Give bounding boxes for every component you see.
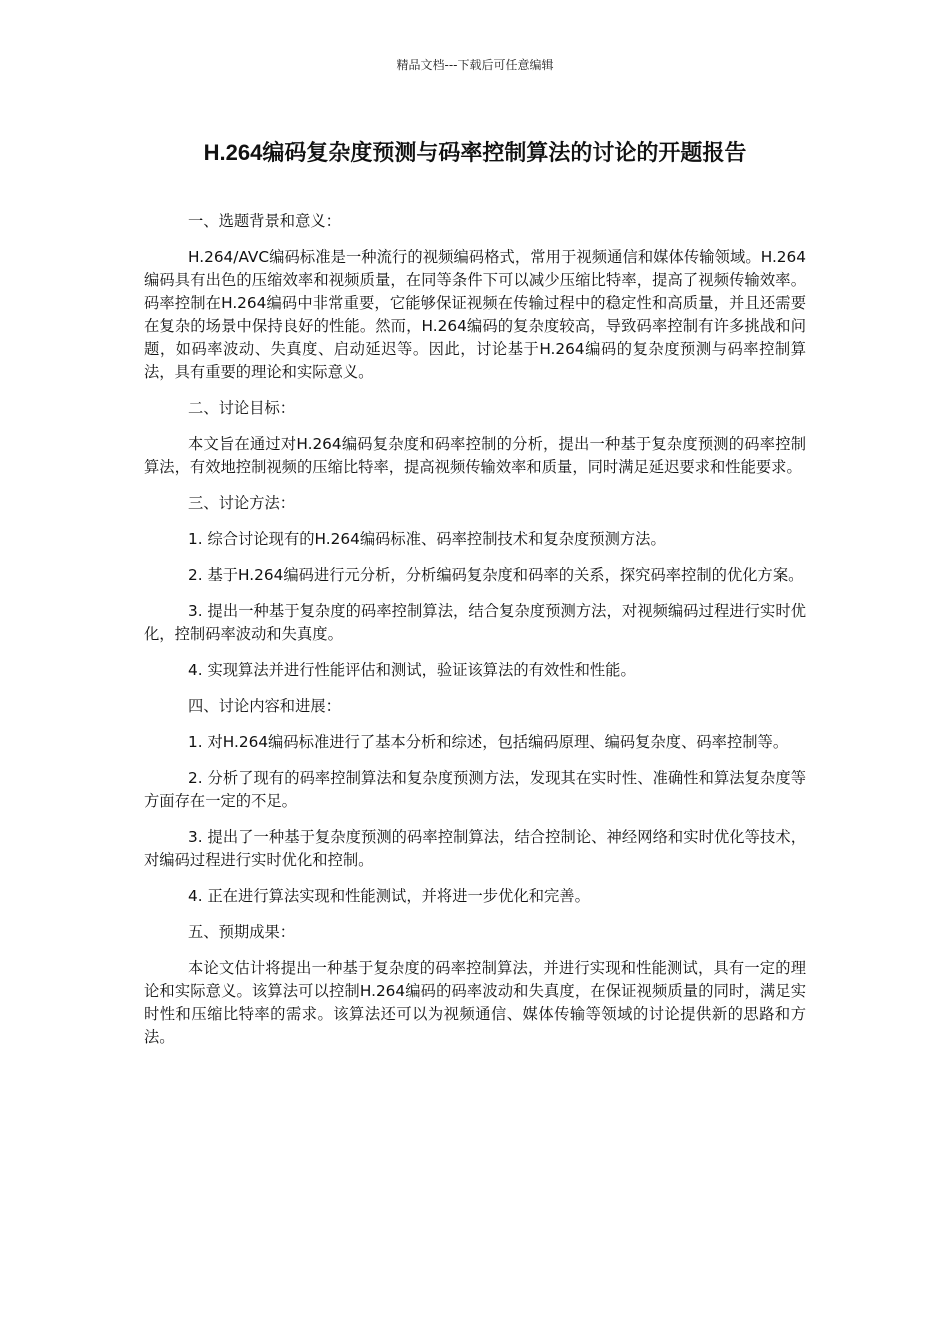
progress-item-4: 4. 正在进行算法实现和性能测试，并将进一步优化和完善。 <box>188 887 590 905</box>
paragraph-outcomes: 本论文估计将提出一种基于复杂度的码率控制算法，并进行实现和性能测试，具有一定的理论和实际意义。该算法可以控制H.264编码的码率波动和失真度，在保证视频质量的同时，满足实时性和压缩比特率的需求。该算法还可以为视频通信、媒体传输等领域的讨论提供新的思路和方法。 <box>144 959 806 1046</box>
section-heading-background: 一、选题背景和意义： <box>188 212 341 230</box>
section-heading-objectives: 二、讨论目标： <box>188 399 296 417</box>
progress-item-3: 3. 提出了一种基于复杂度预测的码率控制算法，结合控制论、神经网络和实时优化等技术，对编码过程进行实时优化和控制。 <box>144 828 806 869</box>
section-heading-outcomes: 五、预期成果： <box>188 923 296 941</box>
method-item-2: 2. 基于H.264编码进行元分析，分析编码复杂度和码率的关系，探究码率控制的优化方案。 <box>188 566 804 584</box>
document-title: H.264编码复杂度预测与码率控制算法的讨论的开题报告 <box>203 140 747 165</box>
progress-item-1: 1. 对H.264编码标准进行了基本分析和综述，包括编码原理、编码复杂度、码率控制等。 <box>188 733 789 751</box>
section-heading-methods: 三、讨论方法： <box>188 494 296 512</box>
document-body <box>144 210 806 1062</box>
progress-item-2: 2. 分析了现有的码率控制算法和复杂度预测方法，发现其在实时性、准确性和算法复杂度等方面存在一定的不足。 <box>144 769 806 810</box>
method-item-1: 1. 综合讨论现有的H.264编码标准、码率控制技术和复杂度预测方法。 <box>188 530 666 548</box>
page-header: 精品文档---下载后可任意编辑 <box>396 58 554 72</box>
method-item-3: 3. 提出一种基于复杂度的码率控制算法，结合复杂度预测方法，对视频编码过程进行实时优化，控制码率波动和失真度。 <box>144 602 806 643</box>
method-item-4: 4. 实现算法并进行性能评估和测试，验证该算法的有效性和性能。 <box>188 661 636 679</box>
paragraph-objectives: 本文旨在通过对H.264编码复杂度和码率控制的分析，提出一种基于复杂度预测的码率控制算法，有效地控制视频的压缩比特率，提高视频传输效率和质量，同时满足延迟要求和性能要求。 <box>144 435 806 476</box>
paragraph-background: H.264/AVC编码标准是一种流行的视频编码格式，常用于视频通信和媒体传输领域。H.264编码具有出色的压缩效率和视频质量，在同等条件下可以减少压缩比特率，提高了视频传输效率。码率控制在H.264编码中非常重要，它能够保证视频在传输过程中的稳定性和高质量，并且还需要在复杂的场景中保持良好的性能。然而，H.264编码的复杂度较高，导致码率控制有许多挑战和问题，如码率波动、失真度、启动延迟等。因此，讨论基于H.264编码的复杂度预测与码率控制算法，具有重要的理论和实际意义。 <box>144 248 806 381</box>
section-heading-progress: 四、讨论内容和进展： <box>188 697 341 715</box>
